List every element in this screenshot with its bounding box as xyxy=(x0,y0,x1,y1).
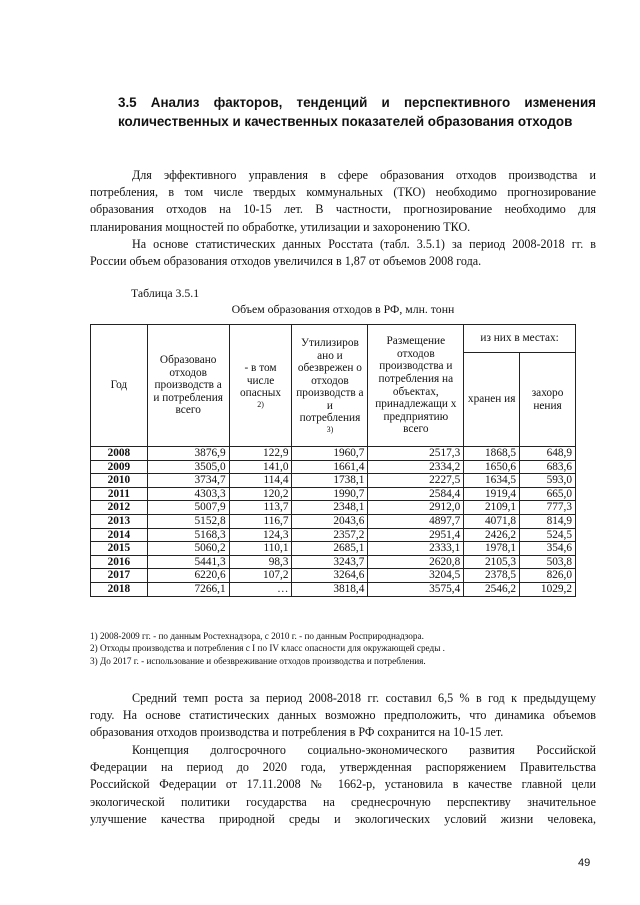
cell-hazardous: 107,2 xyxy=(229,569,292,583)
section-heading: 3.5 Анализ факторов, тенденций и перспективного изменения количественных и качественных показателей образования отходов xyxy=(118,95,596,129)
cell-burial: 777,3 xyxy=(520,501,576,515)
paragraph-line: планирования мощностей по обработке, утилизации и захоронению ТКО. xyxy=(90,219,471,234)
cell-storage: 1634,5 xyxy=(464,474,520,488)
cell-year: 2018 xyxy=(91,582,148,596)
cell-storage: 1868,5 xyxy=(464,447,520,461)
paragraph-line: Для эффективного управления в сфере образования отходов производства и xyxy=(132,168,596,182)
cell-hazardous: 124,3 xyxy=(229,528,292,542)
cell-placement: 2227,5 xyxy=(368,474,464,488)
cell-utilized: 2043,6 xyxy=(292,514,368,528)
cell-hazardous: 113,7 xyxy=(229,501,292,515)
cell-year: 2013 xyxy=(91,514,148,528)
cell-hazardous: … xyxy=(229,582,292,596)
cell-year: 2008 xyxy=(91,447,148,461)
cell-storage: 1919,4 xyxy=(464,487,520,501)
cell-year: 2010 xyxy=(91,474,148,488)
header-utilized xyxy=(292,325,368,447)
paragraph-line: улучшение качества природной среды и экологических условий жизни человека, xyxy=(90,811,596,826)
footnote-mark: 2) xyxy=(257,399,264,409)
cell-burial: 826,0 xyxy=(520,569,576,583)
cell-burial: 648,9 xyxy=(520,447,576,461)
cell-burial: 354,6 xyxy=(520,542,576,556)
cell-placement: 4897,7 xyxy=(368,514,464,528)
footnote: 3) До 2017 г. - использование и обезвреживание отходов производства и потребления. xyxy=(90,655,426,666)
cell-burial: 665,0 xyxy=(520,487,576,501)
header-generated: Образовано отходов производств а и потребления всего xyxy=(147,325,229,447)
cell-storage: 2109,1 xyxy=(464,501,520,515)
cell-generated: 3505,0 xyxy=(147,460,229,474)
paragraph-line: году. На основе статистических данных возможно предположить, что динамика объемов xyxy=(90,708,596,723)
paragraph-3 xyxy=(90,690,596,742)
cell-hazardous: 98,3 xyxy=(229,555,292,569)
footnote: 2) Отходы производства и потребления с I по IV класс опасности для окружающей среды . xyxy=(90,643,445,654)
cell-generated: 5152,8 xyxy=(147,514,229,528)
paragraph-4 xyxy=(90,742,596,828)
cell-year: 2016 xyxy=(91,555,148,569)
cell-year: 2014 xyxy=(91,528,148,542)
cell-year: 2017 xyxy=(91,569,148,583)
cell-generated: 6220,6 xyxy=(147,569,229,583)
paragraph-line: Федерации на период до 2020 года, утвержденная распоряжением Правительства xyxy=(90,760,596,775)
cell-placement: 2334,2 xyxy=(368,460,464,474)
paragraph-line: экологической политики государства на среднесрочную перспективу значительное xyxy=(90,794,596,809)
header-utilized-label: Утилизиров ано и обезврежен о отходов производств а и потребления xyxy=(296,336,364,425)
cell-utilized: 1738,1 xyxy=(292,474,368,488)
cell-generated: 5060,2 xyxy=(147,542,229,556)
paragraph-line: России объем образования отходов увеличился в 1,87 от объемов 2008 года. xyxy=(90,254,482,269)
cell-utilized: 2348,1 xyxy=(292,501,368,515)
table-row xyxy=(91,582,576,596)
header-placement: Размещение отходов производства и потребления на объектах, принадлежащи х предприятию всего xyxy=(368,325,464,447)
footnote: 1) 2008-2009 гг. - по данным Ростехнадзора, с 2010 г. - по данным Росприроднадзора. xyxy=(90,631,424,641)
cell-hazardous: 122,9 xyxy=(229,447,292,461)
cell-burial: 524,5 xyxy=(520,528,576,542)
paragraph-line: образования отходов производства и потребления в РФ сохранится на 10-15 лет. xyxy=(90,725,504,740)
header-storage: хранен ия xyxy=(464,353,520,447)
cell-placement: 2333,1 xyxy=(368,542,464,556)
table-row xyxy=(91,474,576,488)
cell-generated: 5168,3 xyxy=(147,528,229,542)
paragraph-line: На основе статистических данных Росстата (табл. 3.5.1) за период 2008-2018 гг. в xyxy=(132,237,596,251)
cell-placement: 2912,0 xyxy=(368,501,464,515)
cell-hazardous: 114,4 xyxy=(229,474,292,488)
table-row xyxy=(91,555,576,569)
table-row xyxy=(91,528,576,542)
cell-utilized: 3818,4 xyxy=(292,582,368,596)
waste-table xyxy=(90,324,576,597)
cell-storage: 2426,2 xyxy=(464,528,520,542)
table-row xyxy=(91,514,576,528)
cell-utilized: 3264,6 xyxy=(292,569,368,583)
cell-utilized: 3243,7 xyxy=(292,555,368,569)
cell-placement: 2620,8 xyxy=(368,555,464,569)
cell-placement: 2584,4 xyxy=(368,487,464,501)
cell-burial: 503,8 xyxy=(520,555,576,569)
cell-storage: 4071,8 xyxy=(464,514,520,528)
cell-year: 2011 xyxy=(91,487,148,501)
cell-storage: 2546,2 xyxy=(464,582,520,596)
cell-placement: 3204,5 xyxy=(368,569,464,583)
cell-storage: 2378,5 xyxy=(464,569,520,583)
table-row xyxy=(91,542,576,556)
cell-placement: 2517,3 xyxy=(368,447,464,461)
header-burial: захоро нения xyxy=(520,353,576,447)
table-caption: Объем образования отходов в РФ, млн. тонн xyxy=(231,302,455,316)
table-row xyxy=(91,487,576,501)
cell-hazardous: 110,1 xyxy=(229,542,292,556)
cell-burial: 1029,2 xyxy=(520,582,576,596)
paragraph-line: Концепция долгосрочного социально-экономического развития Российской xyxy=(132,743,596,757)
cell-hazardous: 141,0 xyxy=(229,460,292,474)
paragraph-line: Средний темп роста за период 2008-2018 гг. составил 6,5 % в год к предыдущему xyxy=(132,691,596,705)
cell-burial: 814,9 xyxy=(520,514,576,528)
cell-year: 2015 xyxy=(91,542,148,556)
paragraph-1 xyxy=(90,167,596,236)
cell-generated: 4303,3 xyxy=(147,487,229,501)
table-row xyxy=(91,460,576,474)
paragraph-2 xyxy=(90,236,596,270)
paragraph-line: потребления, в том числе твердых коммунальных (ТКО) необходимо прогнозирование xyxy=(90,185,596,200)
cell-year: 2009 xyxy=(91,460,148,474)
cell-storage: 1978,1 xyxy=(464,542,520,556)
cell-utilized: 2357,2 xyxy=(292,528,368,542)
cell-burial: 593,0 xyxy=(520,474,576,488)
cell-utilized: 1990,7 xyxy=(292,487,368,501)
table-row xyxy=(91,447,576,461)
cell-year: 2012 xyxy=(91,501,148,515)
table-row xyxy=(91,569,576,583)
paragraph-line: образования отходов на 10-15 лет. В частности, прогнозирование необходимо для xyxy=(90,202,596,217)
cell-utilized: 2685,1 xyxy=(292,542,368,556)
cell-generated: 3734,7 xyxy=(147,474,229,488)
cell-generated: 7266,1 xyxy=(147,582,229,596)
header-hazardous-label: - в том числе опасных xyxy=(240,362,282,400)
cell-utilized: 1960,7 xyxy=(292,447,368,461)
footnote-mark: 3) xyxy=(326,425,334,435)
page-number: 49 xyxy=(578,857,591,869)
cell-utilized: 1661,4 xyxy=(292,460,368,474)
cell-placement: 2951,4 xyxy=(368,528,464,542)
cell-placement: 3575,4 xyxy=(368,582,464,596)
cell-burial: 683,6 xyxy=(520,460,576,474)
cell-storage: 1650,6 xyxy=(464,460,520,474)
cell-generated: 3876,9 xyxy=(147,447,229,461)
header-year: Год xyxy=(91,325,148,447)
paragraph-line: Российской Федерации от 17.11.2008 № 1662-р, установила в качестве главной цели xyxy=(90,777,596,792)
cell-generated: 5007,9 xyxy=(147,501,229,515)
cell-hazardous: 116,7 xyxy=(229,514,292,528)
header-hazardous xyxy=(229,325,292,447)
header-of-which: из них в местах: xyxy=(464,325,576,353)
table-row xyxy=(91,501,576,515)
table-label: Таблица 3.5.1 xyxy=(131,286,200,300)
cell-hazardous: 120,2 xyxy=(229,487,292,501)
cell-generated: 5441,3 xyxy=(147,555,229,569)
cell-storage: 2105,3 xyxy=(464,555,520,569)
table-footnotes xyxy=(90,630,596,667)
